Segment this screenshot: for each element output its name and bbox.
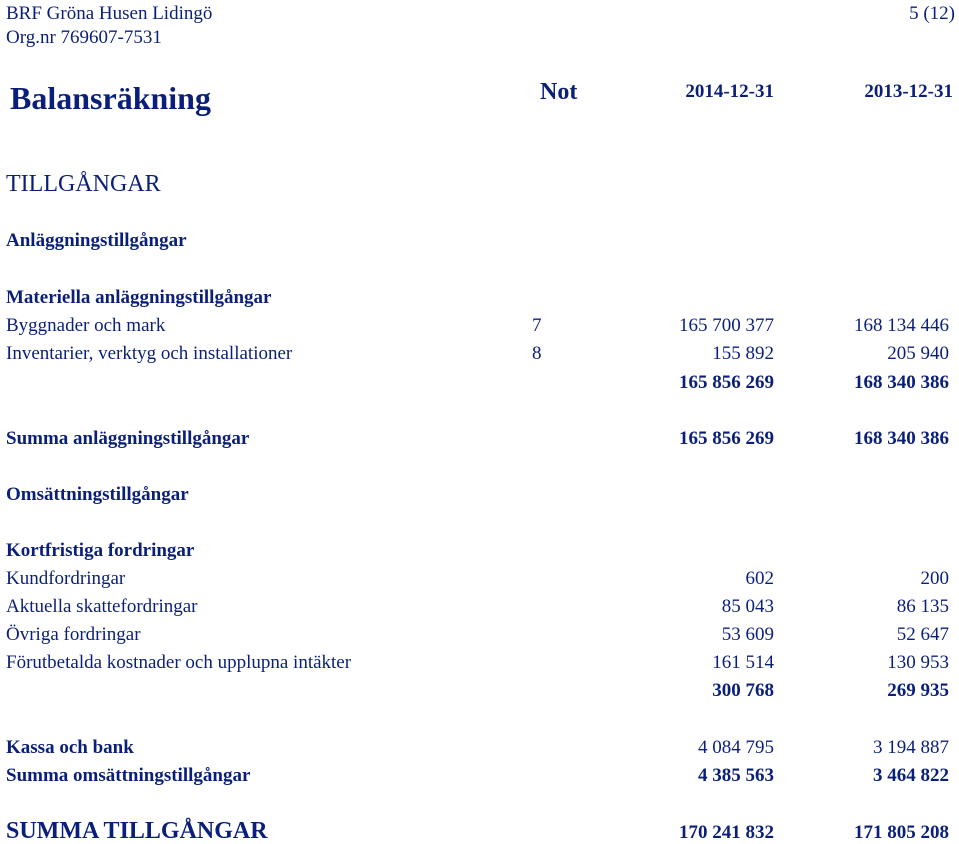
subtotal-value-2014: 300 768	[712, 680, 774, 701]
row-value-2013: 52 647	[896, 624, 949, 645]
row-value-2014: 4 385 563	[698, 765, 774, 786]
page-number: 5 (12)	[909, 3, 955, 24]
row-value-2014: 161 514	[712, 652, 774, 673]
row-label: Inventarier, verktyg och installationer	[6, 343, 293, 364]
org-name: BRF Gröna Husen Lidingö	[6, 3, 213, 24]
row-label: Summa omsättningstillgångar	[6, 765, 251, 786]
row-value-2014: 85 043	[721, 596, 774, 617]
row-label: Kundfordringar	[6, 568, 126, 589]
row-value-2014: 170 241 832	[679, 822, 774, 843]
subtotal-value-2013: 168 340 386	[854, 372, 949, 393]
row-value-2013: 200	[920, 568, 949, 589]
row-label: Övriga fordringar	[6, 624, 141, 645]
row-value-2013: 3 464 822	[873, 765, 949, 786]
section-anlaggningstillgangar: Anläggningstillgångar	[6, 230, 187, 251]
section-omsattningstillgangar: Omsättningstillgångar	[6, 484, 189, 505]
subtotal-value-2014: 165 856 269	[679, 372, 774, 393]
row-value-2013: 3 194 887	[873, 737, 949, 758]
subtotal-value-2013: 269 935	[887, 680, 949, 701]
row-note: 7	[532, 315, 542, 336]
note-column-header: Not	[540, 79, 578, 105]
page-title: Balansräkning	[10, 80, 211, 116]
row-value-2014: 53 609	[721, 624, 774, 645]
row-value-2013: 86 135	[896, 596, 949, 617]
row-value-2014: 4 084 795	[698, 737, 774, 758]
row-value-2014: 602	[745, 568, 774, 589]
row-label: Byggnader och mark	[6, 315, 166, 336]
row-value-2014: 155 892	[712, 343, 774, 364]
row-value-2014: 165 856 269	[679, 428, 774, 449]
row-value-2014: 165 700 377	[679, 315, 774, 336]
section-tillgangar: TILLGÅNGAR	[6, 171, 161, 197]
row-value-2013: 130 953	[887, 652, 949, 673]
row-label: SUMMA TILLGÅNGAR	[6, 818, 268, 844]
column-header-2014: 2014-12-31	[685, 81, 774, 102]
org-number: Org.nr 769607-7531	[6, 27, 162, 48]
row-label: Aktuella skattefordringar	[6, 596, 198, 617]
subsection-kortfristiga: Kortfristiga fordringar	[6, 540, 195, 561]
row-value-2013: 205 940	[887, 343, 949, 364]
row-value-2013: 168 134 446	[854, 315, 949, 336]
row-note: 8	[532, 343, 542, 364]
row-value-2013: 168 340 386	[854, 428, 949, 449]
row-label: Förutbetalda kostnader och upplupna intäkter	[6, 652, 352, 673]
row-value-2013: 171 805 208	[854, 822, 949, 843]
row-label: Summa anläggningstillgångar	[6, 428, 250, 449]
column-header-2013: 2013-12-31	[864, 81, 953, 102]
row-label: Kassa och bank	[6, 737, 134, 758]
subsection-materiella: Materiella anläggningstillgångar	[6, 287, 272, 308]
